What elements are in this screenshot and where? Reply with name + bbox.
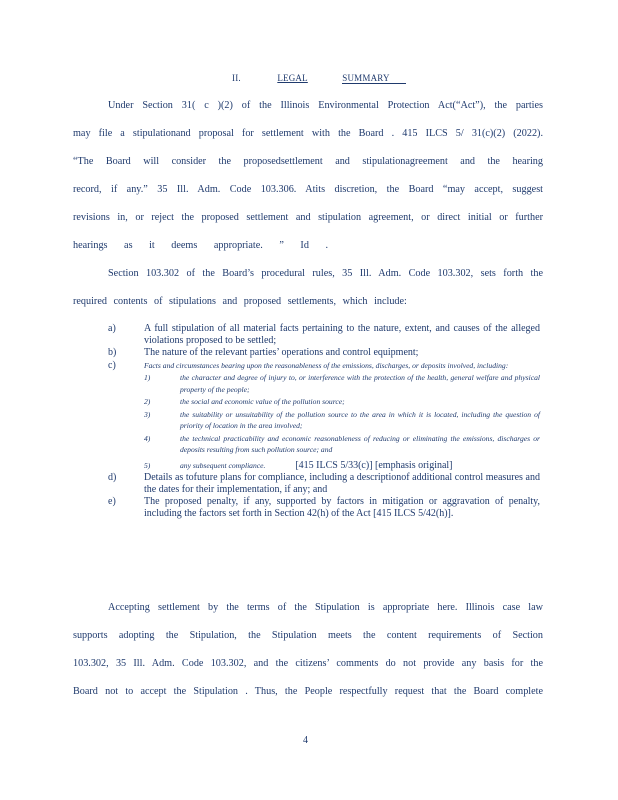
sub-list-marker: 4) [144,433,151,443]
citation-text: [415 ILCS 5/33(c)] [emphasis original] [295,459,453,471]
list-item [108,472,540,495]
list-item [108,347,540,359]
list-item [108,323,540,346]
sub-list-item [144,409,540,432]
section-heading [232,73,406,84]
sub-list-marker: 3) [144,409,151,419]
paragraph1-line: Under Section 31( c )(2) of the Illinois Environmental Protection Act(“Act”), the parties [108,100,543,111]
list-text: Details as tofuture plans for compliance, including a descriptionof additional control measures and the dates for their implementation, if any; and [144,472,540,495]
sub-list-item [144,460,540,472]
list-marker: c) [108,359,116,371]
paragraph3-line: 103.302, 35 Ill. Adm. Code 103.302, and the citizens’ comments do not provide any basis for the [73,658,543,669]
heading-word-summary: SUMMARY [342,74,406,84]
sub-list-text: any subsequent compliance. [180,460,266,470]
sub-list-text: the technical practicability and economic reasonableness of reducing or eliminating the emissions, discharges or deposits resulting from such pollution source; and [180,433,540,454]
list-item [108,496,540,519]
heading-word-legal: LEGAL [277,73,308,83]
paragraph2-line: required contents of stipulations and proposed settlements, which include: [73,296,407,307]
sub-list-marker: 5) [144,460,151,470]
list-marker: e) [108,496,116,507]
list-marker: b) [108,347,117,358]
list-text: The proposed penalty, if any, supported by factors in mitigation or aggravation of penalty, including the factors set forth in Section 42(h) of the Act [415 ILCS 5/42(h)]. [144,496,540,519]
paragraph1-line: record, if any.” 35 Ill. Adm. Code 103.306. Atits discretion, the Board “may accept, suggest [73,184,543,195]
list-text: The nature of the relevant parties’ operations and control equipment; [144,347,419,358]
paragraph3-line: supports adopting the Stipulation, the Stipulation meets the content requirements of Section [73,630,543,641]
sub-list-marker: 1) [144,373,151,382]
sub-list-text: the suitability or unsuitability of the pollution source to the area in which it is located, including the question of priority of location in the area involved; [180,409,540,430]
list-text: Facts and circumstances bearing upon the reasonableness of the emissions, discharges, or deposits involved, including: [144,360,509,370]
paragraph3-line: Board not to accept the Stipulation . Thus, the People respectfully request that the Board complete [73,686,543,697]
page-number: 4 [303,735,308,746]
paragraph1-line: hearings as it deems appropriate. ” Id . [73,240,329,251]
sub-list-text: the social and economic value of the pollution source; [180,397,345,406]
list-text: A full stipulation of all material facts pertaining to the nature, extent, and causes of the alleged violations proposed to be settled; [144,323,540,346]
list-marker: d) [108,472,117,483]
sub-list [144,372,540,471]
sub-list-marker: 2) [144,397,151,406]
list-marker: a) [108,323,116,334]
sub-list-item [144,433,540,456]
sub-list-item [144,396,540,408]
paragraph1-line: “The Board will consider the proposedsettlement and stipulationagreement and the hearing [73,156,543,167]
paragraph2-line: Section 103.302 of the Board’s procedural rules, 35 Ill. Adm. Code 103.302, sets forth the [108,268,543,279]
sub-list-item [144,372,540,395]
paragraph1-line: may file a stipulationand proposal for settlement with the Board . 415 ILCS 5/ 31(c)(2) (2022). [73,128,543,139]
requirements-list [108,323,540,520]
list-item [108,360,540,372]
section-number: II. [232,73,241,83]
paragraph3-line: Accepting settlement by the terms of the Stipulation is appropriate here. Illinois case law [108,602,543,613]
paragraph1-line: revisions in, or reject the proposed settlement and stipulation agreement, or direct initial or further [73,212,543,223]
sub-list-text: the character and degree of injury to, or interference with the protection of the health, general welfare and physical property of the people; [180,373,540,394]
